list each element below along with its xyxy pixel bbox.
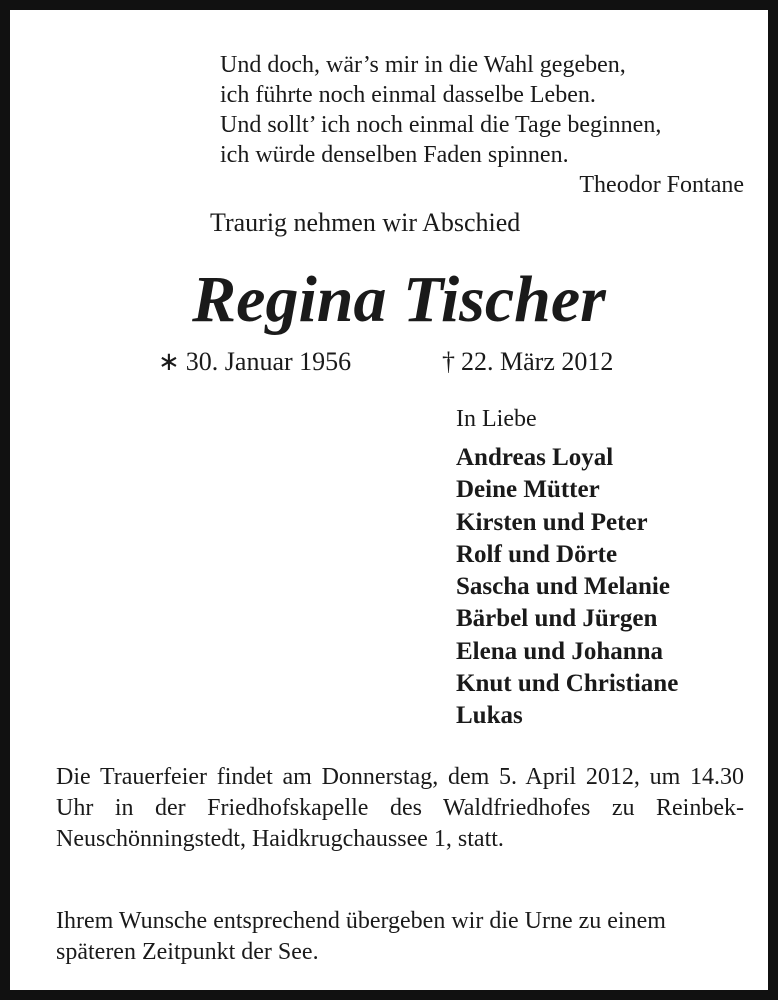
death-date-line — [442, 346, 613, 378]
mourner-name: Elena und Johanna — [456, 637, 664, 665]
mourner-name: Sascha und Melanie — [456, 573, 670, 601]
mourners-list — [456, 404, 766, 733]
mourner-name: Deine Mütter — [456, 476, 600, 504]
mourner-name: Andreas Loyal — [456, 444, 614, 471]
funeral-notice: Die Trauerfeier findet am Donnerstag, dem 5. April 2012, um 14.30 Uhr in der Friedhofskapelle des Waldfriedhofes zu Reinbek-Neuschönningstedt, Haidkrugchaussee 1, statt. — [56, 764, 744, 852]
mourner-name: Bärbel und Jürgen — [456, 605, 658, 633]
poem — [220, 50, 750, 200]
birth-date: 30. Januar 1956 — [185, 347, 352, 376]
mourner-name: Kirsten und Peter — [456, 508, 648, 536]
mourner-name: Lukas — [456, 702, 523, 730]
mourners-lead: In Liebe — [456, 406, 537, 432]
poem-author: Theodor Fontane — [579, 172, 744, 198]
mourner-name: Knut und Christiane — [456, 670, 679, 698]
birth-star-icon: ∗ — [158, 347, 180, 376]
mourner-name: Rolf und Dörte — [456, 540, 618, 568]
death-date: 22. März 2012 — [461, 347, 614, 376]
urn-notice: Ihrem Wunsche entsprechend übergeben wir die Urne zu einem späteren Zeitpunkt der See. — [56, 908, 666, 965]
deceased-name: Regina Tischer — [192, 263, 606, 336]
poem-line: Und sollt’ ich noch einmal die Tage beginnen, — [220, 112, 662, 138]
poem-line: ich würde denselben Faden spinnen. — [220, 142, 569, 168]
poem-line: Und doch, wär’s mir in die Wahl gegeben, — [220, 52, 626, 78]
farewell-intro: Traurig nehmen wir Abschied — [210, 208, 521, 237]
birth-date-line — [158, 346, 351, 378]
death-cross-icon: † — [442, 347, 455, 376]
poem-line: ich führte noch einmal dasselbe Leben. — [220, 82, 596, 108]
